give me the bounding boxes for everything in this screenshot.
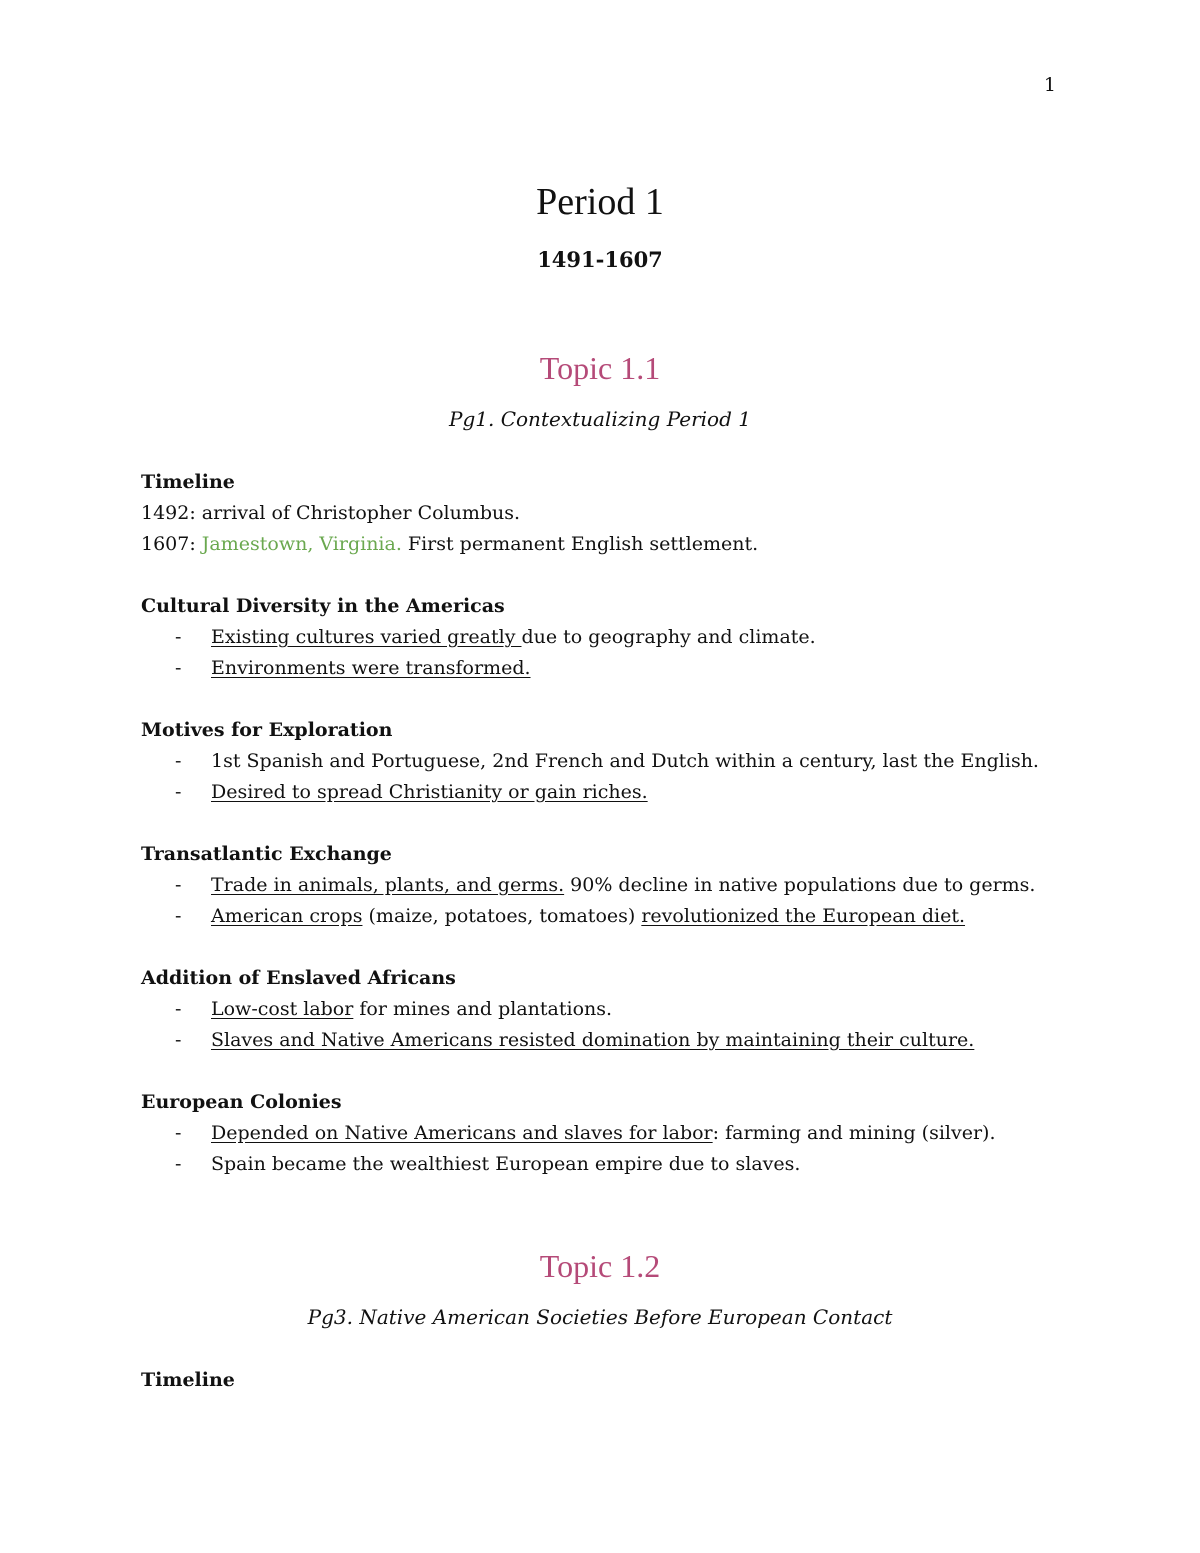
motives-section [141,715,1061,808]
timeline-entry [141,529,1061,560]
transatlantic-exchange-heading: Transatlantic Exchange [141,843,392,865]
bullet-text: Spain became the wealthiest European empire due to slaves. [211,1153,801,1175]
dash-bullet: - [175,998,182,1020]
topic-1-1-content [141,467,1061,1211]
bullet-item [141,994,1061,1025]
bullet-item [141,746,1061,777]
underlined-text: Desired to spread Christianity or gain riches. [211,781,648,803]
enslaved-africans-heading: Addition of Enslaved Africans [141,967,456,989]
european-colonies-section [141,1087,1061,1180]
bullet-item [141,622,1061,653]
topic-1-2-content [141,1365,1061,1396]
bullet-item [141,653,1061,684]
bullet-item [141,1149,1061,1180]
dash-bullet: - [175,781,182,803]
timeline-section [141,467,1061,560]
underlined-text: Depended on Native Americans and slaves for labor [211,1122,713,1144]
european-colonies-heading: European Colonies [141,1091,342,1113]
enslaved-africans-section [141,963,1061,1056]
bullet-text: : farming and mining (silver). [712,1122,996,1144]
bullet-text: 1st Spanish and Portuguese, 2nd French and Dutch within a century, last the English. [211,750,1039,772]
bullet-text: due to geography and climate. [521,626,816,648]
dash-bullet: - [175,626,182,648]
underlined-text: Existing cultures varied greatly [211,626,522,648]
timeline-heading: Timeline [141,471,235,493]
underlined-text: Low-cost labor [211,998,354,1020]
topic-1-2-subtitle: Pg3. Native American Societies Before European Contact [307,1305,893,1329]
underlined-text: American crops [211,905,363,927]
bullet-text: for mines and plantations. [353,998,613,1020]
transatlantic-exchange-section [141,839,1061,932]
underlined-text: Slaves and Native Americans resisted domination by maintaining their culture. [211,1029,975,1051]
dash-bullet: - [175,1122,182,1144]
page-title: Period 1 [536,181,664,223]
cultural-diversity-heading: Cultural Diversity in the Americas [141,595,505,617]
topic-1-1-heading: Topic 1.1 [539,350,661,386]
page-number: 1 [1043,74,1056,96]
period-range: 1491-1607 [537,247,663,272]
underlined-text: revolutionized the European diet. [641,905,966,927]
bullet-item [141,901,1061,932]
timeline-text: First permanent English settlement. [401,533,759,555]
bullet-item [141,870,1061,901]
dash-bullet: - [175,1029,182,1051]
bullet-item [141,1118,1061,1149]
dash-bullet: - [175,750,182,772]
underlined-text: Environments were transformed. [211,657,531,679]
timeline-year: 1607: [141,533,202,555]
jamestown-highlight: Jamestown, Virginia. [201,533,402,555]
cultural-diversity-section [141,591,1061,684]
underlined-text: Trade in animals, plants, and germs. [211,874,565,896]
timeline-heading: Timeline [141,1369,235,1391]
topic-1-2-heading: Topic 1.2 [539,1248,661,1284]
dash-bullet: - [175,905,182,927]
bullet-item [141,1025,1061,1056]
bullet-text: 90% decline in native populations due to germs. [564,874,1036,896]
timeline-entry: 1492: arrival of Christopher Columbus. [141,502,521,524]
bullet-text: (maize, potatoes, tomatoes) [362,905,642,927]
motives-heading: Motives for Exploration [141,719,393,741]
bullet-item [141,777,1061,808]
topic-1-1-subtitle: Pg1. Contextualizing Period 1 [449,407,751,431]
dash-bullet: - [175,1153,182,1175]
dash-bullet: - [175,657,182,679]
dash-bullet: - [175,874,182,896]
